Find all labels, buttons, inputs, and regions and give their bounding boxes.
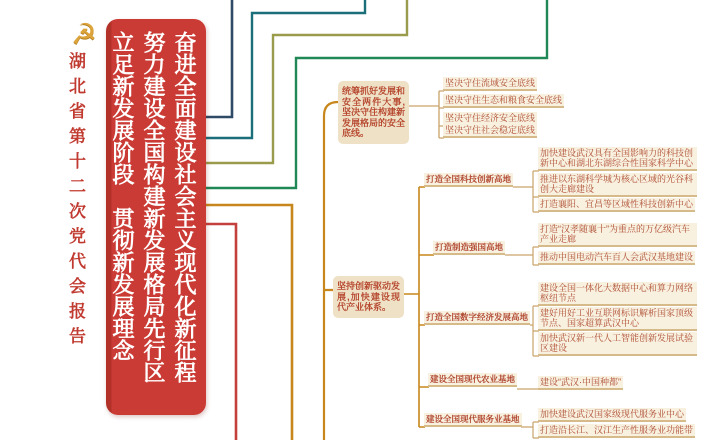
report-title: 湖北省第十二次党代会报告	[66, 52, 85, 352]
connector-navy-branch	[206, 0, 232, 117]
leaf-services-center[interactable]: 加快建设武汉国家级现代服务业中心	[538, 408, 686, 422]
connector-industry-children	[404, 187, 434, 427]
leaf-digital-bigdata[interactable]: 建设全国一体化大数据中心和算力网络枢纽节点	[538, 282, 697, 306]
topic-safety[interactable]: 统筹抓好发展和安全两件大事,坚决守住构建新发展格局的安全底线。	[338, 81, 409, 144]
leaf-digital-ai[interactable]: 加快武汉新一代人工智能创新发展试验区建设	[538, 332, 697, 356]
root-topic[interactable]	[106, 19, 206, 415]
connector-safety-children	[409, 91, 444, 138]
leaf-digital-iiot[interactable]: 建好用好工业互联网标识解析国家顶级节点、国家超算武汉中心	[538, 307, 697, 331]
connector-red-branch	[206, 224, 236, 440]
subnode-digital-economy[interactable]: 打造全国数字经济发展高地	[424, 311, 530, 325]
leaf-safety-watershed[interactable]: 坚决守住流域安全底线	[443, 77, 537, 91]
subnode-agriculture[interactable]: 建设全国现代农业基地	[428, 373, 517, 387]
subnode-services[interactable]: 建设全国现代服务业基地	[424, 413, 522, 427]
leaf-mfg-auto-corridor[interactable]: 打造“汉孝随襄十”为重点的万亿级汽车产业走廊	[538, 223, 697, 247]
leaf-safety-economy[interactable]: 坚决守住经济安全底线	[443, 112, 537, 126]
topic-industry[interactable]: 坚持创新驱动发展,加快建设现代产业体系。	[333, 276, 404, 318]
leaf-agri-seed-capital[interactable]: 建设“武汉·中国种都”	[538, 376, 623, 390]
leaf-safety-social[interactable]: 坚决守住社会稳定底线	[443, 124, 537, 138]
leaf-safety-ecology[interactable]: 坚决守住生态和粮食安全底线	[443, 94, 564, 108]
leaf-tech-regional[interactable]: 打造襄阳、宜昌等区域性科技创新中心	[538, 198, 695, 212]
connector-gold-trunk	[324, 102, 338, 440]
party-emblem-icon: ☭	[71, 19, 97, 51]
subnode-tech-innovation[interactable]: 打造全国科技创新高地	[424, 173, 513, 187]
root-topic-line: 努力建设全国构建新发展格局先行区	[141, 31, 166, 383]
leaf-mfg-ev100[interactable]: 推动中国电动汽车百人会武汉基地建设	[538, 251, 695, 265]
leaf-services-belt[interactable]: 打造沿长江、汉江生产性服务业功能带	[538, 424, 695, 438]
leaf-tech-wuhan-center[interactable]: 加快建设武汉具有全国影响力的科技创新中心和湖北东湖综合性国家科学中心	[538, 147, 697, 171]
connector-services-leaves	[521, 422, 539, 438]
subnode-manufacturing[interactable]: 打造制造强国高地	[433, 241, 505, 255]
root-topic-line: 奋进全面建设社会主义现代化新征程	[172, 31, 197, 383]
connector-tech-leaves	[513, 171, 539, 212]
connector-gold-branch	[206, 205, 292, 440]
root-topic-line: 立足新发展阶段 贯彻新发展理念	[110, 31, 135, 361]
leaf-tech-donghu[interactable]: 推进以东湖科学城为核心区域的光谷科创大走廊建设	[538, 173, 697, 197]
connector-manufacturing-leaves	[505, 247, 539, 265]
